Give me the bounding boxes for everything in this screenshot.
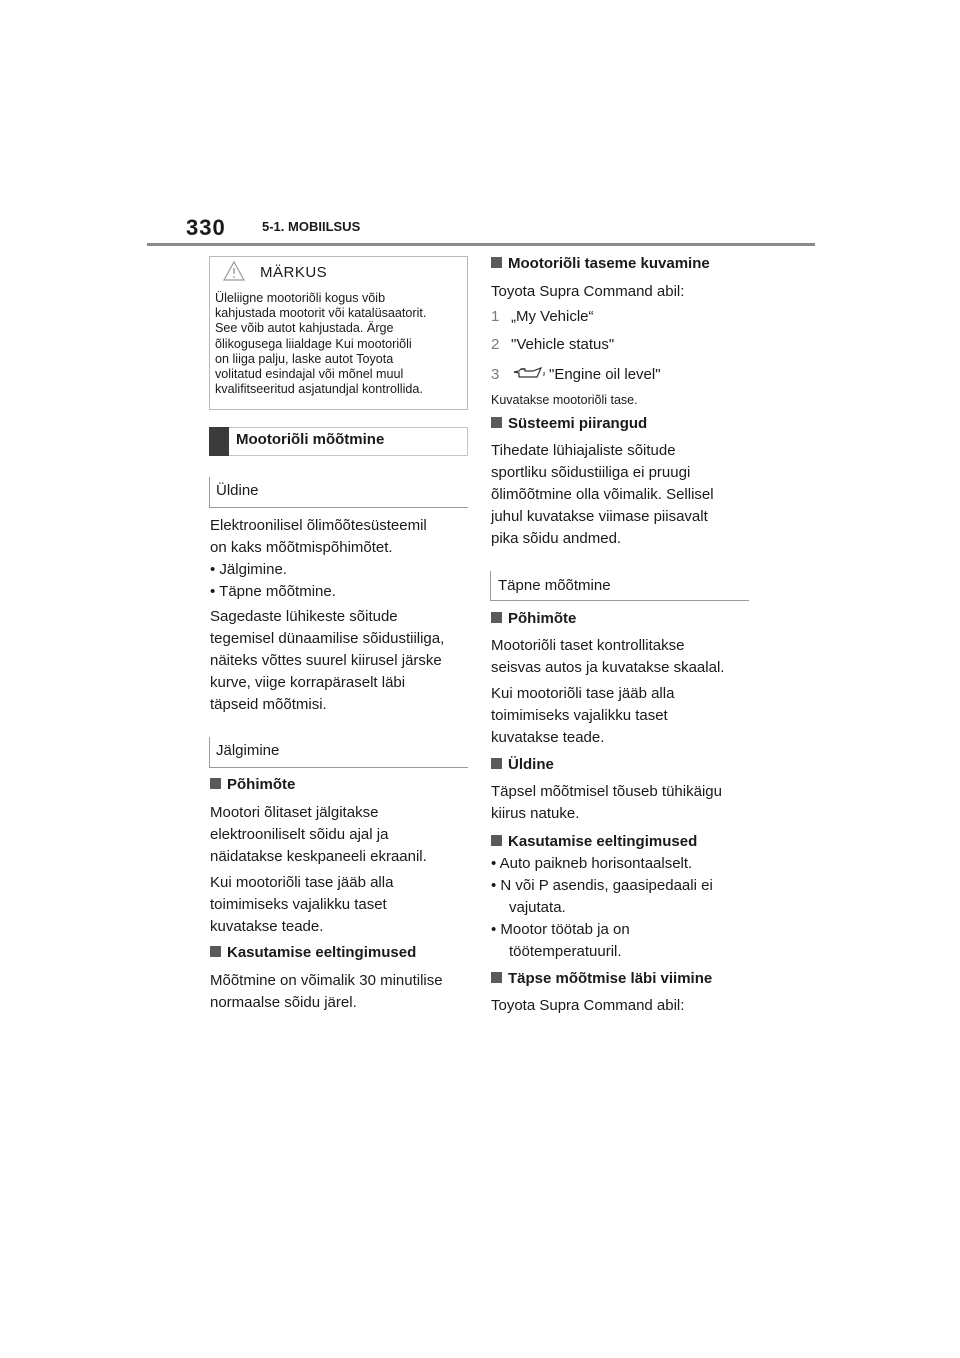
- paragraph: Mootoriõli taset kontrollitakse seisvas autos ja kuvatakse skaalal.: [491, 637, 725, 676]
- section-tab: [209, 427, 229, 456]
- paragraph: Täpsel mõõtmisel tõuseb tühikäigu kiirus natuke.: [491, 783, 722, 822]
- list-item: • Auto paikneb horisontaalselt.: [491, 855, 693, 872]
- oil-can-icon: [511, 366, 547, 380]
- header-rule: [147, 243, 815, 246]
- chapter-title: 5-1. MOBIILSUS: [262, 219, 361, 234]
- list-item: • Täpne mõõtmine.: [210, 583, 336, 600]
- paragraph: Sagedaste lühikeste sõitude tegemisel dünaamilise sõidustiiliga, näiteks võttes suurel kiirusel järske kurve, viige korrapäraselt läbi täpseid mõõtmisi.: [210, 608, 445, 713]
- heading-principle: Põhimõte: [210, 776, 295, 793]
- notice-title: MÄRKUS: [260, 264, 328, 281]
- bullet-list: • Auto paikneb horisontaalselt. • N või P asendis, gaasipedaali ei vajutata. • Mootor töötab ja on töötemperatuuril.: [491, 853, 751, 963]
- subheading-line: [209, 737, 210, 767]
- subheading-line: [490, 571, 491, 601]
- section-title: Mootoriõli mõõtmine: [236, 431, 385, 448]
- list-item: • Jälgimine.: [210, 561, 287, 578]
- step-item: 2 "Vehicle status": [491, 336, 615, 353]
- paragraph: Kui mootoriõli tase jääb alla toimimiseks vajalikku taset kuvatakse teade.: [210, 874, 394, 935]
- heading-general: Üldine: [491, 756, 554, 773]
- step-item: 1 „My Vehicle“: [491, 308, 594, 325]
- subheading-precise: Täpne mõõtmine: [498, 577, 611, 594]
- notice-text: Üleliigne mootoriõli kogus võib kahjustada mootorit või katalüsaatorit. See võib autot kahjustada. Ärge õlikogusega liialdage Kui mootoriõli on liiga palju, laske autot Toyota volitatud esindajal või mõnel muul kvalifitseeritud asjatundjal kontrollida.: [215, 291, 427, 397]
- paragraph: Mootori õlitaset jälgitakse elektrooniliselt sõidu ajal ja näidatakse keskpaneeli ekraanil.: [210, 804, 427, 865]
- list-item: • Mootor töötab ja on: [491, 921, 630, 938]
- paragraph: Toyota Supra Command abil:: [491, 997, 685, 1014]
- heading-limits: Süsteemi piirangud: [491, 415, 647, 432]
- heading-conditions: Kasutamise eeltingimused: [491, 833, 697, 850]
- subheading-line: [209, 477, 210, 507]
- subheading-monitoring: Jälgimine: [216, 742, 280, 759]
- bullet-list: [210, 559, 336, 603]
- list-item: • N või P asendis, gaasipedaali ei: [491, 877, 713, 894]
- step-item: 3 "Engine oil level": [491, 366, 661, 383]
- subheading-rule: [209, 767, 468, 768]
- page-number: 330: [186, 215, 226, 240]
- heading-principle: Põhimõte: [491, 610, 576, 627]
- subheading-general: Üldine: [216, 482, 259, 499]
- heading-conditions: Kasutamise eeltingimused: [210, 944, 416, 961]
- caption: Kuvatakse mootoriõli tase.: [491, 393, 638, 407]
- heading-perform: Täpse mõõtmise läbi viimine: [491, 970, 712, 987]
- subheading-rule: [209, 507, 468, 508]
- paragraph: Kui mootoriõli tase jääb alla toimimiseks vajalikku taset kuvatakse teade.: [491, 685, 675, 746]
- heading-display: Mootoriõli taseme kuvamine: [491, 255, 710, 272]
- subheading-rule: [490, 600, 749, 601]
- paragraph: Tihedate lühiajaliste sõitude sportliku sõidustiiliga ei pruugi õlimõõtmine olla võimalik. Sellisel juhul kuvatakse viimase piisavalt pika sõidu andmed.: [491, 442, 714, 547]
- warning-triangle-icon: [222, 260, 246, 282]
- paragraph: Mõõtmine on võimalik 30 minutilise normaalse sõidu järel.: [210, 972, 443, 1011]
- intro-paragraph: Elektroonilisel õlimõõtesüsteemil on kaks mõõtmispõhimõtet.: [210, 517, 427, 556]
- paragraph: Toyota Supra Command abil:: [491, 283, 685, 300]
